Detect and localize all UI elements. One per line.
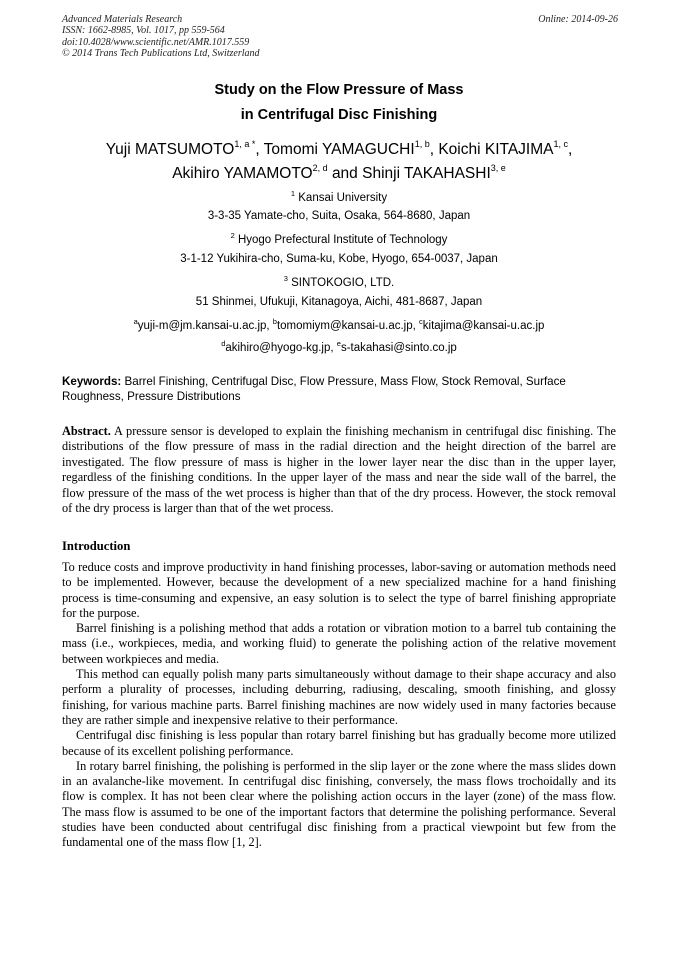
author-conjunction: and — [331, 165, 358, 182]
email-separator: , — [330, 342, 337, 354]
affiliation-superscript: 2 — [230, 231, 235, 240]
online-date: Online: 2014-09-26 — [538, 14, 618, 25]
introduction-body — [62, 560, 616, 851]
email-a[interactable]: yuji-m@jm.kansai-u.ac.jp — [137, 320, 267, 332]
abstract-label: Abstract. — [62, 424, 111, 438]
author-list-line-2 — [62, 163, 616, 183]
paper-title-line-1: Study on the Flow Pressure of Mass — [214, 82, 464, 98]
paragraph: Barrel finishing is a polishing method that adds a rotation or vibration motion to a barrel tub containing the mass (i.e., workpieces, media, and working fluid) to generate the polishing action of the relative movement between workpieces and media. — [62, 621, 616, 666]
author-name: Tomomi YAMAGUCHI — [263, 141, 415, 158]
author-superscript: 3, e — [490, 163, 506, 173]
email-b[interactable]: tomomiym@kansai-u.ac.jp — [276, 320, 413, 332]
affiliation-3-address: 51 Shinmei, Ufukuji, Kitanagoya, Aichi, 481-8687, Japan — [195, 296, 483, 308]
paragraph: This method can equally polish many parts simultaneously without damage to their shape accuracy and also perform a plurality of processes, including deburring, radiusing, descaling, smooth finishing, and glossy finishing, for various machine parts. Barrel finishing machines are now widely used in many factories because they are rather simple and inexpensive relative to their performance. — [62, 667, 616, 727]
author-superscript: 2, d — [312, 163, 328, 173]
abstract-text: A pressure sensor is developed to explain the finishing mechanism in centrifugal disc finishing. The distributions of the flow pressure of mass in the radial direction and the height direction of the barrel are investigated. The flow pressure of mass is higher in the lower layer near the disc than in the upper layer, regardless of the finishing conditions. In the upper layer of the mass and near the side wall of the barrel, the flow pressure of the mass of the wet process is higher than that of the dry process. However, the stock removal of the dry process is larger than that of the wet process. — [62, 424, 616, 516]
author-trailing-comma: , — [567, 141, 573, 158]
email-separator: , — [266, 320, 273, 332]
keywords-block — [62, 375, 616, 404]
author-name: Akihiro YAMAMOTO — [172, 165, 313, 182]
paper-title-line-2: in Centrifugal Disc Finishing — [240, 107, 438, 123]
email-d[interactable]: akihiro@hyogo-kg.jp — [225, 342, 331, 354]
author-name: Yuji MATSUMOTO — [105, 141, 235, 158]
email-line-2 — [62, 339, 616, 354]
author-list-line-1 — [62, 139, 616, 159]
affiliation-3-name — [62, 274, 616, 289]
paragraph: In rotary barrel finishing, the polishing is performed in the slip layer or the zone where the mass slides down in an avalanche-like movement. In centrifugal disc finishing, conversely, the mass flows trochoidally and its flow is complex. It has not been clear where the polishing action occurs in the layer (zone) of the mass flow. The mass flow is assumed to be one of the important factors that determine the polishing performance. Several studies have been conducted about centrifugal disc finishing from a practical viewpoint but few from the fundamental one of the mass flow [1, 2]. — [62, 758, 616, 850]
journal-doi[interactable]: doi:10.4028/www.scientific.net/AMR.1017.559 — [62, 36, 250, 48]
affiliation-text: SINTOKOGIO, LTD. — [291, 277, 395, 289]
email-e[interactable]: s-takahasi@sinto.co.jp — [340, 342, 457, 354]
affiliation-2-address: 3-1-12 Yukihira-cho, Suma-ku, Kobe, Hyogo, 654-0037, Japan — [180, 253, 498, 265]
email-superscript: a — [133, 317, 138, 326]
email-superscript: e — [336, 339, 341, 348]
paragraph: Centrifugal disc finishing is less popular than rotary barrel finishing but has gradually become more utilized because of its excellent polishing performance. — [62, 728, 616, 758]
email-c[interactable]: kitajima@kansai-u.ac.jp — [422, 320, 545, 332]
email-line-1 — [62, 317, 616, 332]
keywords-text: Barrel Finishing, Centrifugal Disc, Flow Pressure, Mass Flow, Stock Removal, Surface Roughness, Pressure Distributions — [62, 375, 566, 403]
email-separator: , — [412, 320, 420, 332]
email-superscript: d — [221, 339, 226, 348]
author-separator: , — [429, 141, 439, 158]
author-separator: , — [255, 141, 264, 158]
author-name: Shinji TAKAHASHI — [362, 165, 491, 182]
abstract-block — [62, 424, 616, 516]
journal-issn: ISSN: 1662-8985, Vol. 1017, pp 559-564 — [62, 25, 225, 37]
author-name: Koichi KITAJIMA — [438, 141, 554, 158]
affiliation-superscript: 3 — [283, 274, 288, 283]
affiliation-text: Kansai University — [298, 192, 388, 204]
journal-copyright: © 2014 Trans Tech Publications Ltd, Switzerland — [62, 48, 260, 60]
affiliation-1-address: 3-3-35 Yamate-cho, Suita, Osaka, 564-8680, Japan — [207, 210, 471, 222]
journal-name: Advanced Materials Research — [62, 14, 183, 25]
affiliation-2-name — [62, 231, 616, 246]
email-superscript: c — [419, 317, 423, 326]
paragraph: To reduce costs and improve productivity in hand finishing processes, labor-saving or automation methods need to be implemented. However, because the development of a new specialized machine for a hand finishing process is time-consuming and expensive, an easy solution is to select the type of barrel finishing appropriate for the purpose. — [62, 560, 616, 620]
email-superscript: b — [272, 317, 277, 326]
author-superscript: 1, c — [553, 139, 568, 149]
keywords-label: Keywords: — [62, 375, 122, 388]
affiliation-superscript: 1 — [290, 189, 296, 198]
author-superscript: 1, b — [414, 139, 430, 149]
affiliation-1-name — [62, 189, 616, 204]
affiliation-text: Hyogo Prefectural Institute of Technology — [237, 234, 448, 246]
author-superscript: 1, a * — [234, 139, 256, 149]
journal-header — [62, 14, 618, 60]
introduction-heading: Introduction — [62, 539, 131, 553]
